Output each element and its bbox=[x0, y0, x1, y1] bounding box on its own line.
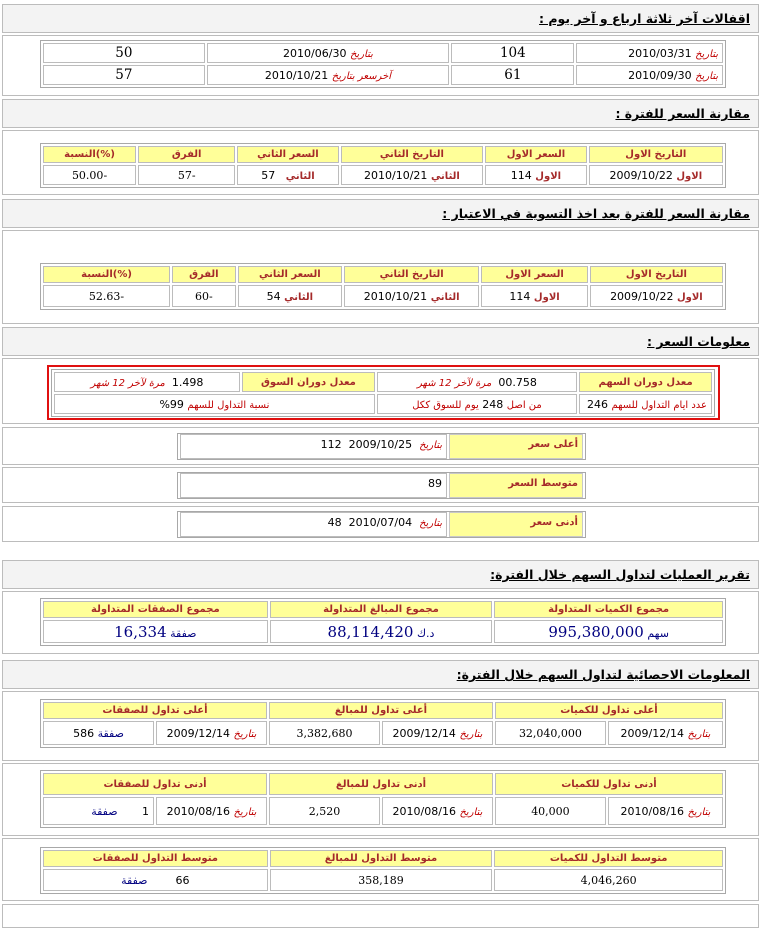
turnover-panel bbox=[2, 358, 759, 424]
turnover-table bbox=[51, 369, 715, 417]
column-header: السعر الاول bbox=[481, 266, 588, 283]
table-row bbox=[43, 869, 723, 891]
table-header-row bbox=[43, 146, 723, 163]
column-header: (%)النسبة bbox=[43, 146, 136, 163]
total-quantity-cell: سهم 995,380,000 bbox=[494, 620, 723, 643]
column-header: متوسط التداول للكميات bbox=[494, 850, 723, 867]
section-title: اقفالات آخر ثلاثة ارباع و آخر يوم : bbox=[539, 11, 750, 26]
column-header: أعلى تداول للكميات bbox=[495, 702, 723, 719]
lowest-trading-table bbox=[40, 770, 726, 828]
diff-cell: -57 bbox=[138, 165, 235, 185]
value-cell: 32,040,000 bbox=[495, 721, 606, 745]
date-cell: بتاريخ 2010/08/16 bbox=[608, 797, 723, 825]
total-deals-cell: صفقة 16,334 bbox=[43, 620, 268, 643]
section-title: مقارنة السعر للفترة بعد اخذ التسوية في الاعتبار : bbox=[442, 206, 750, 221]
table-row bbox=[43, 65, 723, 85]
section-header-adjusted-compare bbox=[2, 199, 759, 228]
column-header: أدنى تداول للمبالغ bbox=[269, 773, 493, 795]
market-turnover-label: معدل دوران السوق bbox=[242, 372, 375, 392]
date-cell: بتاريخ 2009/12/14 bbox=[608, 721, 723, 745]
trading-report-table bbox=[40, 598, 726, 646]
trading-report-panel bbox=[2, 591, 759, 654]
date-cell: بتاريخ 2009/12/14 bbox=[156, 721, 267, 745]
section-header-statistics bbox=[2, 660, 759, 689]
avg-quantity-cell: 4,046,260 bbox=[494, 869, 723, 891]
footer-panel bbox=[2, 904, 759, 928]
price-compare-panel bbox=[2, 130, 759, 195]
value-cell: صفقة 586 bbox=[43, 721, 154, 745]
table-header-row bbox=[43, 702, 723, 719]
average-trading-table bbox=[40, 847, 726, 894]
column-header: التاريخ الاول bbox=[590, 266, 723, 283]
trading-days-cell: عدد ايام التداول للسهم 246 bbox=[579, 394, 712, 414]
column-header: أدنى تداول للكميات bbox=[495, 773, 723, 795]
closing-value-cell: 61 bbox=[451, 65, 574, 85]
low-price-box bbox=[177, 511, 586, 538]
first-date-cell: الاول 2009/10/22 bbox=[589, 165, 723, 185]
table-row bbox=[43, 797, 723, 825]
second-price-cell: الثاني 57 bbox=[237, 165, 338, 185]
table-row bbox=[43, 620, 723, 643]
closing-date-cell: بتاريخ 2010/09/30 bbox=[576, 65, 723, 85]
column-header: التاريخ الثاني bbox=[344, 266, 479, 283]
adjusted-compare-panel bbox=[2, 230, 759, 324]
section-header-last-closings bbox=[2, 4, 759, 33]
highest-trading-panel bbox=[2, 691, 759, 761]
closing-value-cell: 104 bbox=[451, 43, 574, 63]
closing-value-cell: 50 bbox=[43, 43, 205, 63]
section-header-price-compare bbox=[2, 99, 759, 128]
avg-deals-cell: 66 صفقة bbox=[43, 869, 268, 891]
column-header: أدنى تداول للصفقات bbox=[43, 773, 267, 795]
first-price-cell: الاول 114 bbox=[485, 165, 586, 185]
date-cell: بتاريخ 2010/08/16 bbox=[382, 797, 493, 825]
table-row bbox=[54, 394, 712, 414]
column-header: الفرق bbox=[172, 266, 236, 283]
high-price-box bbox=[177, 433, 586, 460]
table-header-row bbox=[43, 850, 723, 867]
closing-value-cell: 57 bbox=[43, 65, 205, 85]
trading-pct-cell: نسبة التداول للسهم 99% bbox=[54, 394, 375, 414]
value-cell: 3,382,680 bbox=[269, 721, 380, 745]
stock-turnover-value: 00.758 مرة لآخر 12 شهر bbox=[377, 372, 577, 392]
table-row bbox=[54, 372, 712, 392]
first-price-cell: الاول 114 bbox=[481, 285, 588, 307]
column-header: الفرق bbox=[138, 146, 235, 163]
table-header-row bbox=[43, 266, 723, 283]
column-header: متوسط التداول للمبالغ bbox=[270, 850, 493, 867]
column-header: السعر الثاني bbox=[237, 146, 338, 163]
table-row bbox=[43, 721, 723, 745]
closing-date-cell: آخرسعر بتاريخ 2010/10/21 bbox=[207, 65, 450, 85]
column-header: مجموع الكميات المتداولة bbox=[494, 601, 723, 618]
avg-price-label: متوسط السعر bbox=[449, 473, 583, 498]
pct-cell: -50.00 bbox=[43, 165, 136, 185]
section-title: تقرير العمليات لتداول السهم خلال الفترة: bbox=[490, 567, 750, 582]
closing-date-cell: بتاريخ 2010/03/31 bbox=[576, 43, 723, 63]
stock-turnover-label: معدل دوران السهم bbox=[579, 372, 712, 392]
section-title: المعلومات الاحصائية لتداول السهم خلال الفترة: bbox=[456, 667, 750, 682]
value-cell: 40,000 bbox=[495, 797, 606, 825]
total-amount-cell: د.ك 88,114,420 bbox=[270, 620, 493, 643]
section-header-price-info bbox=[2, 327, 759, 356]
column-header: السعر الثاني bbox=[238, 266, 342, 283]
first-date-cell: الاول 2009/10/22 bbox=[590, 285, 723, 307]
column-header: مجموع الصفقات المتداولة bbox=[43, 601, 268, 618]
column-header: أعلى تداول للمبالغ bbox=[269, 702, 493, 719]
high-price-value: بتاريخ 2009/10/25 112 bbox=[180, 434, 447, 459]
last-closings-panel bbox=[2, 35, 759, 96]
last-closings-table bbox=[40, 40, 726, 88]
table-header-row bbox=[43, 773, 723, 795]
table-header-row bbox=[43, 601, 723, 618]
column-header: أعلى تداول للصفقات bbox=[43, 702, 267, 719]
table-row bbox=[43, 43, 723, 63]
avg-price-box bbox=[177, 472, 586, 499]
column-header: (%)النسبة bbox=[43, 266, 170, 283]
second-date-cell: الثاني 2010/10/21 bbox=[344, 285, 479, 307]
avg-price-panel bbox=[2, 467, 759, 503]
column-header: التاريخ الاول bbox=[589, 146, 723, 163]
lowest-trading-panel bbox=[2, 763, 759, 836]
low-price-label: أدنى سعر bbox=[449, 512, 583, 537]
section-title: معلومات السعر : bbox=[647, 334, 750, 349]
diff-cell: -60 bbox=[172, 285, 236, 307]
column-header: مجموع المبالغ المتداولة bbox=[270, 601, 493, 618]
second-date-cell: الثاني 2010/10/21 bbox=[341, 165, 484, 185]
market-turnover-value: 1.498 مرة لآخر 12 شهر bbox=[54, 372, 240, 392]
low-price-panel bbox=[2, 506, 759, 542]
section-header-trading-report bbox=[2, 560, 759, 589]
date-cell: بتاريخ 2010/08/16 bbox=[156, 797, 267, 825]
price-compare-table bbox=[40, 143, 726, 188]
adjusted-compare-table bbox=[40, 263, 726, 310]
table-row bbox=[43, 165, 723, 185]
column-header: التاريخ الثاني bbox=[341, 146, 484, 163]
avg-price-value: 89 bbox=[180, 473, 447, 498]
value-cell: 1 صفقة bbox=[43, 797, 154, 825]
avg-amount-cell: 358,189 bbox=[270, 869, 493, 891]
value-cell: 2,520 bbox=[269, 797, 380, 825]
date-cell: بتاريخ 2009/12/14 bbox=[382, 721, 493, 745]
column-header: متوسط التداول للصفقات bbox=[43, 850, 268, 867]
low-price-value: بتاريخ 2010/07/04 48 bbox=[180, 512, 447, 537]
average-trading-panel bbox=[2, 838, 759, 901]
pct-cell: -52.63 bbox=[43, 285, 170, 307]
high-price-panel bbox=[2, 427, 759, 465]
highest-trading-table bbox=[40, 699, 726, 748]
section-title: مقارنة السعر للفترة : bbox=[615, 106, 750, 121]
second-price-cell: الثاني 54 bbox=[238, 285, 342, 307]
table-row bbox=[43, 285, 723, 307]
closing-date-cell: بتاريخ 2010/06/30 bbox=[207, 43, 450, 63]
market-days-cell: من اصل 248 يوم للسوق ككل bbox=[377, 394, 577, 414]
high-price-label: أعلى سعر bbox=[449, 434, 583, 459]
column-header: السعر الاول bbox=[485, 146, 586, 163]
